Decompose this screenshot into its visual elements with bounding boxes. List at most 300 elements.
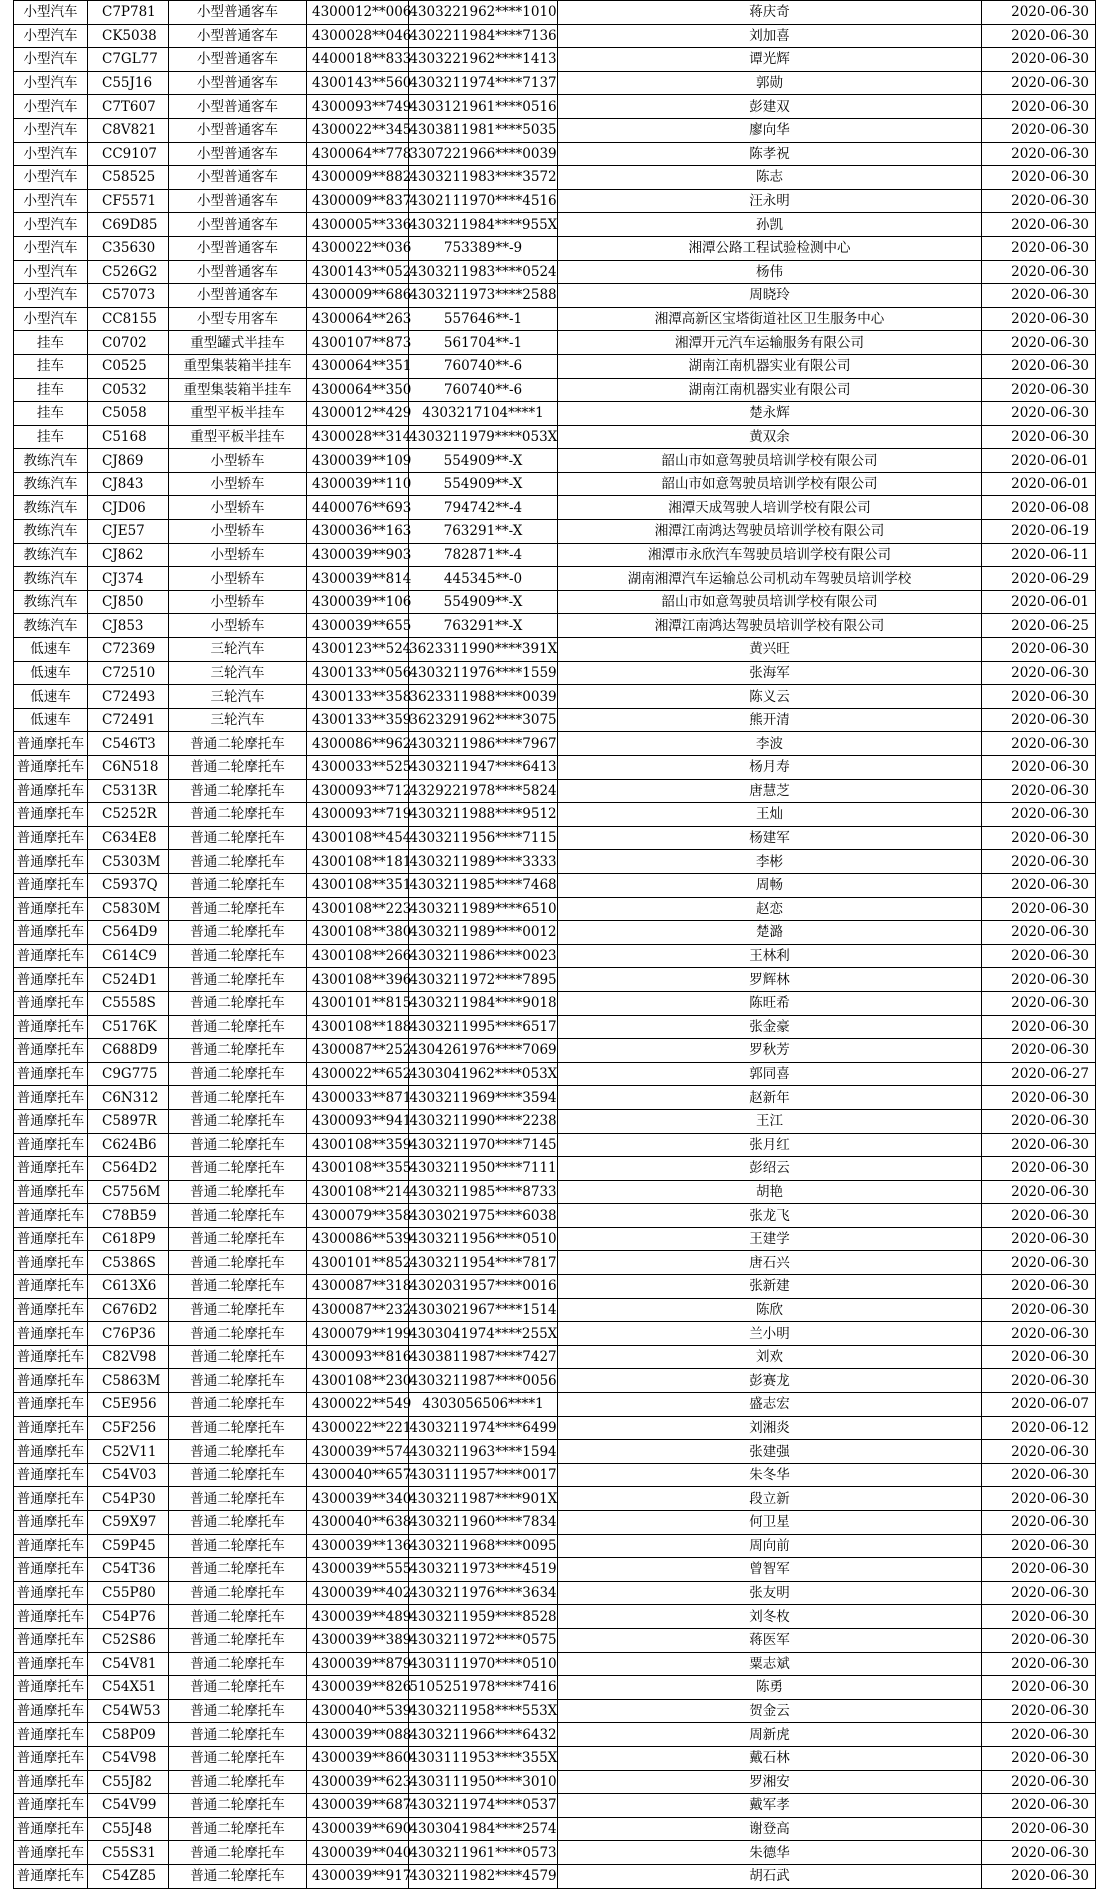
vehicle-type-cell: 普通二轮摩托车 [169, 1275, 307, 1299]
vehicle-class-cell: 普通摩托车 [14, 1864, 88, 1888]
vehicle-class-cell: 普通摩托车 [14, 803, 88, 827]
date-cell: 2020-06-30 [982, 1605, 1096, 1629]
vehicle-type-cell: 重型平板半挂车 [169, 425, 307, 449]
owner-name-cell: 贺金云 [558, 1699, 982, 1723]
vehicle-class-cell: 普通摩托车 [14, 1180, 88, 1204]
vehicle-type-cell: 普通二轮摩托车 [169, 1180, 307, 1204]
table-row [14, 1298, 1096, 1322]
vehicle-type-cell: 普通二轮摩托车 [169, 921, 307, 945]
date-cell: 2020-06-29 [982, 567, 1096, 591]
vehicle-type-cell: 小型普通客车 [169, 166, 307, 190]
vehicle-type-cell: 三轮汽车 [169, 708, 307, 732]
owner-id-cell: 4303211989****3333 [409, 850, 558, 874]
date-cell: 2020-06-30 [982, 1723, 1096, 1747]
record-number-cell: 4300040**539 [307, 1699, 409, 1723]
plate-number-cell: CC8155 [88, 307, 169, 331]
owner-name-cell: 蒋医军 [558, 1628, 982, 1652]
vehicle-type-cell: 普通二轮摩托车 [169, 944, 307, 968]
vehicle-type-cell: 普通二轮摩托车 [169, 1369, 307, 1393]
plate-number-cell: C676D2 [88, 1298, 169, 1322]
vehicle-class-cell: 普通摩托车 [14, 1463, 88, 1487]
owner-id-cell: 4303211959****8528 [409, 1605, 558, 1629]
plate-number-cell: C54V81 [88, 1652, 169, 1676]
table-row [14, 1275, 1096, 1299]
owner-id-cell: 4303211974****7137 [409, 71, 558, 95]
date-cell: 2020-06-30 [982, 1699, 1096, 1723]
table-row [14, 1133, 1096, 1157]
plate-number-cell: C54V03 [88, 1463, 169, 1487]
date-cell: 2020-06-30 [982, 826, 1096, 850]
owner-id-cell: 4329221978****5824 [409, 779, 558, 803]
date-cell: 2020-06-30 [982, 1628, 1096, 1652]
owner-name-cell: 陈义云 [558, 685, 982, 709]
date-cell: 2020-06-30 [982, 284, 1096, 308]
vehicle-class-cell: 普通摩托车 [14, 1416, 88, 1440]
table-row [14, 1015, 1096, 1039]
vehicle-class-cell: 普通摩托车 [14, 968, 88, 992]
vehicle-type-cell: 普通二轮摩托车 [169, 1652, 307, 1676]
record-number-cell: 4300108**355 [307, 1157, 409, 1181]
vehicle-record-table [13, 0, 1096, 1889]
owner-id-cell: 4303211961****0573 [409, 1841, 558, 1865]
owner-id-cell: 4303211995****6517 [409, 1015, 558, 1039]
plate-number-cell: C69D85 [88, 213, 169, 237]
owner-id-cell: 4303041962****053X [409, 1062, 558, 1086]
owner-id-cell: 4303211983****3572 [409, 166, 558, 190]
record-number-cell: 4300108**214 [307, 1180, 409, 1204]
record-number-cell: 4300039**106 [307, 590, 409, 614]
vehicle-class-cell: 普通摩托车 [14, 1628, 88, 1652]
table-row [14, 1581, 1096, 1605]
owner-name-cell: 蒋庆奇 [558, 1, 982, 25]
record-number-cell: 4300143**052 [307, 260, 409, 284]
vehicle-type-cell: 小型轿车 [169, 472, 307, 496]
plate-number-cell: C0532 [88, 378, 169, 402]
plate-number-cell: C5558S [88, 991, 169, 1015]
owner-name-cell: 张建强 [558, 1440, 982, 1464]
owner-name-cell: 刘加喜 [558, 24, 982, 48]
vehicle-type-cell: 普通二轮摩托车 [169, 1841, 307, 1865]
owner-id-cell: 4303211969****3594 [409, 1086, 558, 1110]
owner-id-cell: 4303211963****1594 [409, 1440, 558, 1464]
vehicle-class-cell: 普通摩托车 [14, 1039, 88, 1063]
table-row [14, 708, 1096, 732]
owner-name-cell: 何卫星 [558, 1511, 982, 1535]
record-number-cell: 4300079**199 [307, 1322, 409, 1346]
record-number-cell: 4300039**402 [307, 1581, 409, 1605]
record-number-cell: 4300108**359 [307, 1133, 409, 1157]
vehicle-class-cell: 普通摩托车 [14, 850, 88, 874]
vehicle-type-cell: 普通二轮摩托车 [169, 1511, 307, 1535]
plate-number-cell: C7T607 [88, 95, 169, 119]
date-cell: 2020-06-30 [982, 708, 1096, 732]
owner-id-cell: 763291**-X [409, 614, 558, 638]
date-cell: 2020-06-30 [982, 1652, 1096, 1676]
vehicle-class-cell: 小型汽车 [14, 307, 88, 331]
record-number-cell: 4300009**837 [307, 189, 409, 213]
vehicle-type-cell: 小型普通客车 [169, 118, 307, 142]
owner-name-cell: 陈勇 [558, 1676, 982, 1700]
vehicle-type-cell: 小型普通客车 [169, 1, 307, 25]
owner-name-cell: 胡石武 [558, 1864, 982, 1888]
vehicle-class-cell: 低速车 [14, 638, 88, 662]
vehicle-type-cell: 小型普通客车 [169, 95, 307, 119]
vehicle-class-cell: 普通摩托车 [14, 1534, 88, 1558]
plate-number-cell: C9G775 [88, 1062, 169, 1086]
vehicle-type-cell: 普通二轮摩托车 [169, 1628, 307, 1652]
vehicle-class-cell: 普通摩托车 [14, 1770, 88, 1794]
vehicle-class-cell: 挂车 [14, 331, 88, 355]
record-number-cell: 4300009**882 [307, 166, 409, 190]
date-cell: 2020-06-30 [982, 1511, 1096, 1535]
date-cell: 2020-06-30 [982, 968, 1096, 992]
owner-id-cell: 4303021967****1514 [409, 1298, 558, 1322]
vehicle-class-cell: 普通摩托车 [14, 1723, 88, 1747]
owner-name-cell: 周向前 [558, 1534, 982, 1558]
owner-name-cell: 韶山市如意驾驶员培训学校有限公司 [558, 449, 982, 473]
plate-number-cell: C52S86 [88, 1628, 169, 1652]
date-cell: 2020-06-30 [982, 1227, 1096, 1251]
record-number-cell: 4300040**638 [307, 1511, 409, 1535]
vehicle-class-cell: 普通摩托车 [14, 1605, 88, 1629]
date-cell: 2020-06-19 [982, 520, 1096, 544]
vehicle-class-cell: 普通摩托车 [14, 1109, 88, 1133]
date-cell: 2020-06-30 [982, 354, 1096, 378]
date-cell: 2020-06-27 [982, 1062, 1096, 1086]
record-number-cell: 4300087**232 [307, 1298, 409, 1322]
date-cell: 2020-06-30 [982, 1487, 1096, 1511]
date-cell: 2020-06-30 [982, 873, 1096, 897]
record-number-cell: 4300039**040 [307, 1841, 409, 1865]
date-cell: 2020-06-30 [982, 991, 1096, 1015]
record-number-cell: 4300039**088 [307, 1723, 409, 1747]
date-cell: 2020-06-30 [982, 1015, 1096, 1039]
owner-id-cell: 4303211985****7468 [409, 873, 558, 897]
record-number-cell: 4300108**454 [307, 826, 409, 850]
owner-name-cell: 湘潭公路工程试验检测中心 [558, 236, 982, 260]
plate-number-cell: C54X51 [88, 1676, 169, 1700]
record-number-cell: 4300022**652 [307, 1062, 409, 1086]
date-cell: 2020-06-30 [982, 236, 1096, 260]
table-row [14, 921, 1096, 945]
table-row [14, 1676, 1096, 1700]
table-row [14, 213, 1096, 237]
vehicle-type-cell: 重型罐式半挂车 [169, 331, 307, 355]
owner-name-cell: 杨建军 [558, 826, 982, 850]
plate-number-cell: C76P36 [88, 1322, 169, 1346]
plate-number-cell: C5176K [88, 1015, 169, 1039]
table-row [14, 732, 1096, 756]
vehicle-class-cell: 普通摩托车 [14, 1841, 88, 1865]
vehicle-class-cell: 小型汽车 [14, 213, 88, 237]
date-cell: 2020-06-30 [982, 48, 1096, 72]
plate-number-cell: CJD06 [88, 496, 169, 520]
vehicle-type-cell: 重型集装箱半挂车 [169, 378, 307, 402]
date-cell: 2020-06-30 [982, 1581, 1096, 1605]
date-cell: 2020-06-30 [982, 71, 1096, 95]
date-cell: 2020-06-30 [982, 756, 1096, 780]
owner-name-cell: 段立新 [558, 1487, 982, 1511]
table-row [14, 425, 1096, 449]
vehicle-class-cell: 教练汽车 [14, 590, 88, 614]
record-number-cell: 4300039**574 [307, 1440, 409, 1464]
plate-number-cell: C5830M [88, 897, 169, 921]
record-number-cell: 4300123**524 [307, 638, 409, 662]
table-row [14, 1062, 1096, 1086]
table-row [14, 567, 1096, 591]
plate-number-cell: C546T3 [88, 732, 169, 756]
vehicle-type-cell: 重型平板半挂车 [169, 402, 307, 426]
record-number-cell: 4300086**539 [307, 1227, 409, 1251]
vehicle-class-cell: 教练汽车 [14, 567, 88, 591]
vehicle-class-cell: 小型汽车 [14, 236, 88, 260]
plate-number-cell: C5313R [88, 779, 169, 803]
owner-name-cell: 王江 [558, 1109, 982, 1133]
plate-number-cell: C526G2 [88, 260, 169, 284]
vehicle-type-cell: 普通二轮摩托车 [169, 1133, 307, 1157]
record-number-cell: 4300028**046 [307, 24, 409, 48]
date-cell: 2020-06-25 [982, 614, 1096, 638]
owner-name-cell: 刘欢 [558, 1345, 982, 1369]
owner-id-cell: 4303041974****255X [409, 1322, 558, 1346]
owner-name-cell: 张龙飞 [558, 1204, 982, 1228]
date-cell: 2020-06-30 [982, 378, 1096, 402]
plate-number-cell: C54W53 [88, 1699, 169, 1723]
owner-id-cell: 794742**-4 [409, 496, 558, 520]
vehicle-type-cell: 普通二轮摩托车 [169, 1463, 307, 1487]
date-cell: 2020-06-30 [982, 779, 1096, 803]
record-number-cell: 4300033**525 [307, 756, 409, 780]
vehicle-type-cell: 普通二轮摩托车 [169, 1251, 307, 1275]
plate-number-cell: C614C9 [88, 944, 169, 968]
vehicle-class-cell: 普通摩托车 [14, 944, 88, 968]
owner-id-cell: 4303111957****0017 [409, 1463, 558, 1487]
date-cell: 2020-06-11 [982, 543, 1096, 567]
vehicle-type-cell: 小型普通客车 [169, 284, 307, 308]
table-row [14, 1157, 1096, 1181]
record-number-cell: 4300033**871 [307, 1086, 409, 1110]
vehicle-class-cell: 普通摩托车 [14, 732, 88, 756]
date-cell: 2020-06-30 [982, 1345, 1096, 1369]
vehicle-class-cell: 普通摩托车 [14, 1511, 88, 1535]
vehicle-type-cell: 普通二轮摩托车 [169, 732, 307, 756]
owner-name-cell: 戴军孝 [558, 1794, 982, 1818]
vehicle-class-cell: 普通摩托车 [14, 1369, 88, 1393]
plate-number-cell: C72510 [88, 661, 169, 685]
owner-id-cell: 4303211973****4519 [409, 1558, 558, 1582]
record-number-cell: 4300009**686 [307, 284, 409, 308]
owner-name-cell: 陈志 [558, 166, 982, 190]
record-number-cell: 4300087**252 [307, 1039, 409, 1063]
owner-id-cell: 4303211990****2238 [409, 1109, 558, 1133]
owner-id-cell: 4303811987****7427 [409, 1345, 558, 1369]
plate-number-cell: CF5571 [88, 189, 169, 213]
vehicle-type-cell: 小型普通客车 [169, 142, 307, 166]
record-number-cell: 4300108**351 [307, 873, 409, 897]
table-row [14, 1322, 1096, 1346]
vehicle-type-cell: 小型轿车 [169, 567, 307, 591]
vehicle-class-cell: 小型汽车 [14, 189, 88, 213]
record-number-cell: 4300039**489 [307, 1605, 409, 1629]
owner-id-cell: 445345**-0 [409, 567, 558, 591]
date-cell: 2020-06-30 [982, 1558, 1096, 1582]
record-number-cell: 4300101**815 [307, 991, 409, 1015]
plate-number-cell: C54T36 [88, 1558, 169, 1582]
owner-id-cell: 4303211974****6499 [409, 1416, 558, 1440]
vehicle-class-cell: 低速车 [14, 685, 88, 709]
table-row [14, 661, 1096, 685]
record-number-cell: 4300022**549 [307, 1393, 409, 1417]
owner-id-cell: 561704**-1 [409, 331, 558, 355]
date-cell: 2020-06-30 [982, 1770, 1096, 1794]
vehicle-class-cell: 普通摩托车 [14, 1298, 88, 1322]
record-number-cell: 4300086**962 [307, 732, 409, 756]
record-number-cell: 4300022**036 [307, 236, 409, 260]
owner-name-cell: 陈旺希 [558, 991, 982, 1015]
owner-name-cell: 张月红 [558, 1133, 982, 1157]
table-row [14, 685, 1096, 709]
owner-name-cell: 谢登高 [558, 1817, 982, 1841]
vehicle-type-cell: 普通二轮摩托车 [169, 1015, 307, 1039]
table-row [14, 850, 1096, 874]
date-cell: 2020-06-30 [982, 307, 1096, 331]
record-number-cell: 4300039**814 [307, 567, 409, 591]
owner-name-cell: 湖南江南机器实业有限公司 [558, 378, 982, 402]
table-row [14, 24, 1096, 48]
owner-id-cell: 554909**-X [409, 449, 558, 473]
owner-name-cell: 湘潭江南鸿达驾驶员培训学校有限公司 [558, 520, 982, 544]
vehicle-type-cell: 普通二轮摩托车 [169, 1322, 307, 1346]
table-row [14, 1628, 1096, 1652]
table-row [14, 968, 1096, 992]
vehicle-type-cell: 普通二轮摩托车 [169, 1039, 307, 1063]
plate-number-cell: C58525 [88, 166, 169, 190]
owner-id-cell: 4303211974****0537 [409, 1794, 558, 1818]
record-number-cell: 4300093**712 [307, 779, 409, 803]
table-row [14, 1770, 1096, 1794]
plate-number-cell: C5863M [88, 1369, 169, 1393]
owner-id-cell: 4303211989****0012 [409, 921, 558, 945]
owner-name-cell: 罗湘安 [558, 1770, 982, 1794]
table-row [14, 1086, 1096, 1110]
plate-number-cell: CJ869 [88, 449, 169, 473]
vehicle-type-cell: 普通二轮摩托车 [169, 1487, 307, 1511]
table-row [14, 1511, 1096, 1535]
record-number-cell: 4300093**816 [307, 1345, 409, 1369]
owner-name-cell: 李彬 [558, 850, 982, 874]
table-row [14, 1817, 1096, 1841]
owner-name-cell: 刘冬枚 [558, 1605, 982, 1629]
date-cell: 2020-06-30 [982, 1204, 1096, 1228]
vehicle-type-cell: 普通二轮摩托车 [169, 968, 307, 992]
plate-number-cell: C59P45 [88, 1534, 169, 1558]
vehicle-type-cell: 普通二轮摩托车 [169, 756, 307, 780]
record-number-cell: 4300012**429 [307, 402, 409, 426]
plate-number-cell: C54P76 [88, 1605, 169, 1629]
vehicle-class-cell: 普通摩托车 [14, 1746, 88, 1770]
table-row [14, 142, 1096, 166]
record-number-cell: 4300108**188 [307, 1015, 409, 1039]
date-cell: 2020-06-30 [982, 1180, 1096, 1204]
table-row [14, 472, 1096, 496]
vehicle-type-cell: 普通二轮摩托车 [169, 1605, 307, 1629]
plate-number-cell: C82V98 [88, 1345, 169, 1369]
table-row [14, 1251, 1096, 1275]
owner-name-cell: 胡艳 [558, 1180, 982, 1204]
plate-number-cell: C59X97 [88, 1511, 169, 1535]
vehicle-class-cell: 普通摩托车 [14, 921, 88, 945]
plate-number-cell: CJ853 [88, 614, 169, 638]
record-number-cell: 4300093**749 [307, 95, 409, 119]
owner-name-cell: 王建学 [558, 1227, 982, 1251]
owner-name-cell: 廖向华 [558, 118, 982, 142]
table-row [14, 803, 1096, 827]
plate-number-cell: C613X6 [88, 1275, 169, 1299]
vehicle-type-cell: 普通二轮摩托车 [169, 873, 307, 897]
table-row [14, 331, 1096, 355]
plate-number-cell: CJ374 [88, 567, 169, 591]
owner-name-cell: 湘潭开元汽车运输服务有限公司 [558, 331, 982, 355]
date-cell: 2020-06-30 [982, 850, 1096, 874]
vehicle-type-cell: 小型普通客车 [169, 213, 307, 237]
vehicle-type-cell: 普通二轮摩托车 [169, 826, 307, 850]
table-row [14, 590, 1096, 614]
record-number-cell: 4300064**778 [307, 142, 409, 166]
vehicle-type-cell: 普通二轮摩托车 [169, 1864, 307, 1888]
plate-number-cell: C5897R [88, 1109, 169, 1133]
vehicle-type-cell: 三轮汽车 [169, 685, 307, 709]
date-cell: 2020-06-30 [982, 803, 1096, 827]
vehicle-class-cell: 小型汽车 [14, 166, 88, 190]
vehicle-type-cell: 普通二轮摩托车 [169, 1723, 307, 1747]
vehicle-class-cell: 教练汽车 [14, 520, 88, 544]
owner-name-cell: 湘潭市永欣汽车驾驶员培训学校有限公司 [558, 543, 982, 567]
owner-id-cell: 4303211960****7834 [409, 1511, 558, 1535]
vehicle-type-cell: 普通二轮摩托车 [169, 1676, 307, 1700]
table-row [14, 95, 1096, 119]
plate-number-cell: C0702 [88, 331, 169, 355]
owner-name-cell: 戴石林 [558, 1746, 982, 1770]
vehicle-type-cell: 小型轿车 [169, 449, 307, 473]
table-row [14, 166, 1096, 190]
owner-name-cell: 韶山市如意驾驶员培训学校有限公司 [558, 590, 982, 614]
owner-id-cell: 4303211958****553X [409, 1699, 558, 1723]
owner-id-cell: 5105251978****7416 [409, 1676, 558, 1700]
owner-name-cell: 湖南江南机器实业有限公司 [558, 354, 982, 378]
vehicle-type-cell: 普通二轮摩托车 [169, 1298, 307, 1322]
vehicle-class-cell: 小型汽车 [14, 95, 88, 119]
owner-id-cell: 4303221962****1010 [409, 1, 558, 25]
table-row [14, 1723, 1096, 1747]
owner-name-cell: 张金豪 [558, 1015, 982, 1039]
plate-number-cell: C5F256 [88, 1416, 169, 1440]
vehicle-type-cell: 普通二轮摩托车 [169, 850, 307, 874]
record-number-cell: 4300039**110 [307, 472, 409, 496]
plate-number-cell: C7P781 [88, 1, 169, 25]
plate-number-cell: C7GL77 [88, 48, 169, 72]
date-cell: 2020-06-07 [982, 1393, 1096, 1417]
vehicle-type-cell: 普通二轮摩托车 [169, 991, 307, 1015]
vehicle-class-cell: 普通摩托车 [14, 1440, 88, 1464]
record-number-cell: 4400018**833 [307, 48, 409, 72]
plate-number-cell: C5168 [88, 425, 169, 449]
table-row [14, 1, 1096, 25]
record-number-cell: 4300039**826 [307, 1676, 409, 1700]
owner-id-cell: 4303211950****7111 [409, 1157, 558, 1181]
record-number-cell: 4300133**359 [307, 708, 409, 732]
table-row [14, 614, 1096, 638]
owner-id-cell: 760740**-6 [409, 378, 558, 402]
